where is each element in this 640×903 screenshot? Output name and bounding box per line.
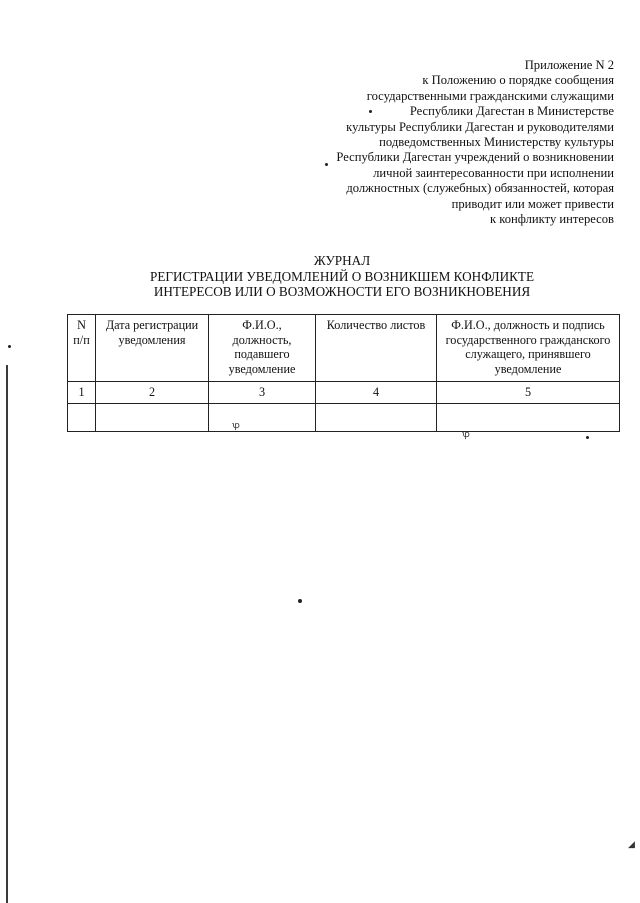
column-number-row xyxy=(68,382,620,404)
scan-speck xyxy=(8,345,11,348)
header-registration-date: Дата регистрации уведомления xyxy=(96,315,209,382)
column-number: 4 xyxy=(316,382,437,404)
scan-mark: ꝕ xyxy=(462,430,470,440)
appendix-line: должностных (служебных) обязанностей, которая xyxy=(346,181,614,196)
title-line: ЖУРНАЛ xyxy=(313,253,371,268)
appendix-line: Приложение N 2 xyxy=(524,58,614,72)
table-row xyxy=(68,404,620,432)
journal-table xyxy=(67,314,620,432)
appendix-line: приводит или может привести xyxy=(451,196,614,211)
appendix-line: к Положению о порядке сообщения xyxy=(422,73,614,88)
empty-cell xyxy=(316,404,437,432)
scan-mark: ꝕ xyxy=(232,421,240,431)
scan-edge-line xyxy=(6,365,8,903)
appendix-line: государственными гражданскими служащими xyxy=(366,88,614,103)
scan-speck xyxy=(325,163,328,166)
header-submitter: Ф.И.О., должность, подавшего уведомление xyxy=(209,315,316,382)
column-number: 3 xyxy=(209,382,316,404)
appendix-line: к конфликту интересов xyxy=(490,212,614,227)
appendix-line: личной заинтересованности при исполнении xyxy=(373,165,614,180)
appendix-note xyxy=(294,58,614,227)
column-number: 2 xyxy=(96,382,209,404)
appendix-line: Республики Дагестан в Министерстве xyxy=(409,104,614,119)
appendix-line: культуры Республики Дагестан и руководителями xyxy=(346,119,614,134)
scan-speck xyxy=(298,599,302,603)
scan-speck xyxy=(369,110,372,113)
title-line: ИНТЕРЕСОВ ИЛИ О ВОЗМОЖНОСТИ ЕГО ВОЗНИКНОВЕНИЯ xyxy=(153,284,531,299)
header-sheet-count: Количество листов xyxy=(316,315,437,382)
empty-cell xyxy=(209,404,316,432)
empty-cell xyxy=(96,404,209,432)
journal-title xyxy=(0,253,640,300)
empty-cell xyxy=(68,404,96,432)
appendix-line: Республики Дагестан учреждений о возникновении xyxy=(336,150,614,165)
title-line: РЕГИСТРАЦИИ УВЕДОМЛЕНИЙ О ВОЗНИКШЕМ КОНФЛИКТЕ xyxy=(149,268,534,284)
appendix-line: подведомственных Министерству культуры xyxy=(379,135,614,150)
table-header-row xyxy=(68,315,620,382)
scan-mark: ◢ xyxy=(628,840,635,850)
scan-speck xyxy=(586,436,589,439)
header-receiver: Ф.И.О., должность и подпись государственного гражданского служащего, принявшего уведомление xyxy=(437,315,620,382)
header-number: N п/п xyxy=(68,315,96,382)
column-number: 5 xyxy=(437,382,620,404)
column-number: 1 xyxy=(68,382,96,404)
